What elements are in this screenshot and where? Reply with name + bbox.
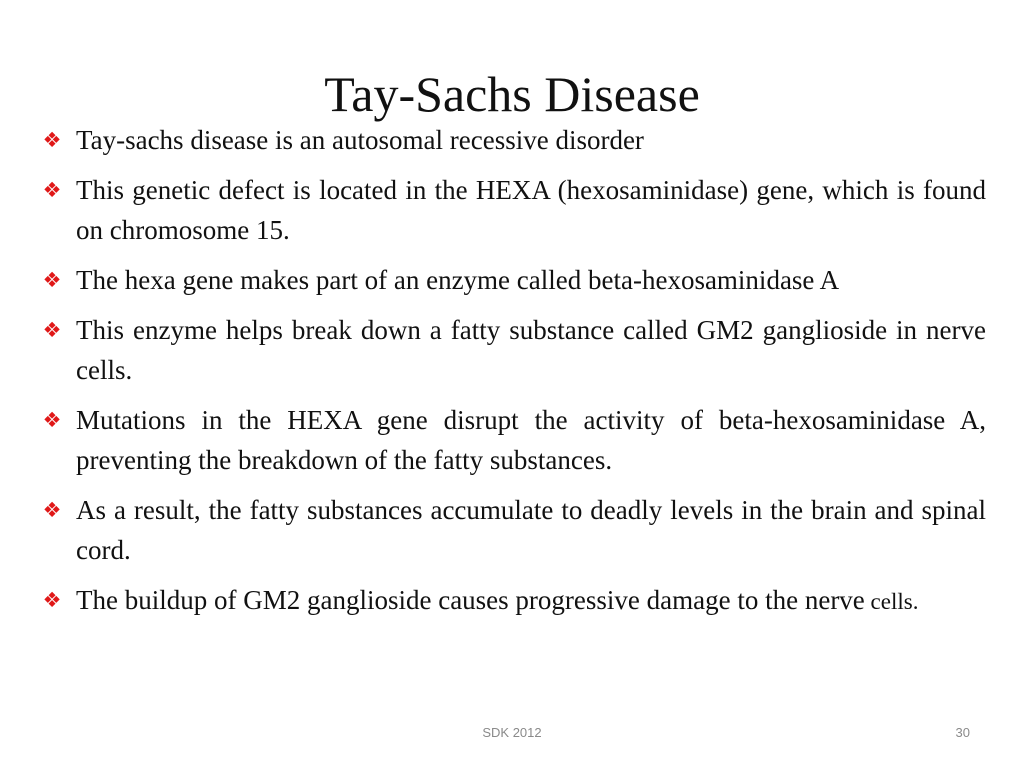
bullet-item [38, 120, 986, 160]
bullet-list [38, 120, 986, 632]
bullet-item [38, 490, 986, 570]
diamond-bullet-icon: ❖ [42, 268, 62, 292]
bullet-text: Mutations in the HEXA gene disrupt the activity of beta-hexosaminidase A, preventing the breakdown of the fatty substances. [76, 405, 986, 475]
diamond-bullet-icon: ❖ [42, 408, 62, 432]
bullet-text: Tay-sachs disease is an autosomal recessive disorder [76, 125, 644, 155]
diamond-bullet-icon: ❖ [42, 178, 62, 202]
diamond-bullet-icon: ❖ [42, 318, 62, 342]
bullet-item [38, 260, 986, 300]
bullet-item [38, 310, 986, 390]
bullet-text: The buildup of GM2 ganglioside causes progressive damage to the nerve [76, 585, 865, 615]
bullet-text: The hexa gene makes part of an enzyme called beta-hexosaminidase A [76, 265, 840, 295]
bullet-text: As a result, the fatty substances accumulate to deadly levels in the brain and spinal cord. [76, 495, 986, 565]
slide-title: Tay-Sachs Disease [324, 65, 700, 122]
page-number: 30 [955, 725, 970, 740]
diamond-bullet-icon: ❖ [42, 498, 62, 522]
bullet-item [38, 400, 986, 480]
bullet-item [38, 580, 986, 622]
bullet-text: This enzyme helps break down a fatty substance called GM2 ganglioside in nerve cells. [76, 315, 986, 385]
bullet-item [38, 170, 986, 250]
bullet-text-tail: cells. [864, 589, 919, 614]
diamond-bullet-icon: ❖ [42, 128, 62, 152]
footer-label: SDK 2012 [482, 725, 542, 740]
diamond-bullet-icon: ❖ [42, 588, 62, 612]
bullet-text: This genetic defect is located in the HEXA (hexosaminidase) gene, which is found on chromosome 15. [76, 175, 986, 245]
